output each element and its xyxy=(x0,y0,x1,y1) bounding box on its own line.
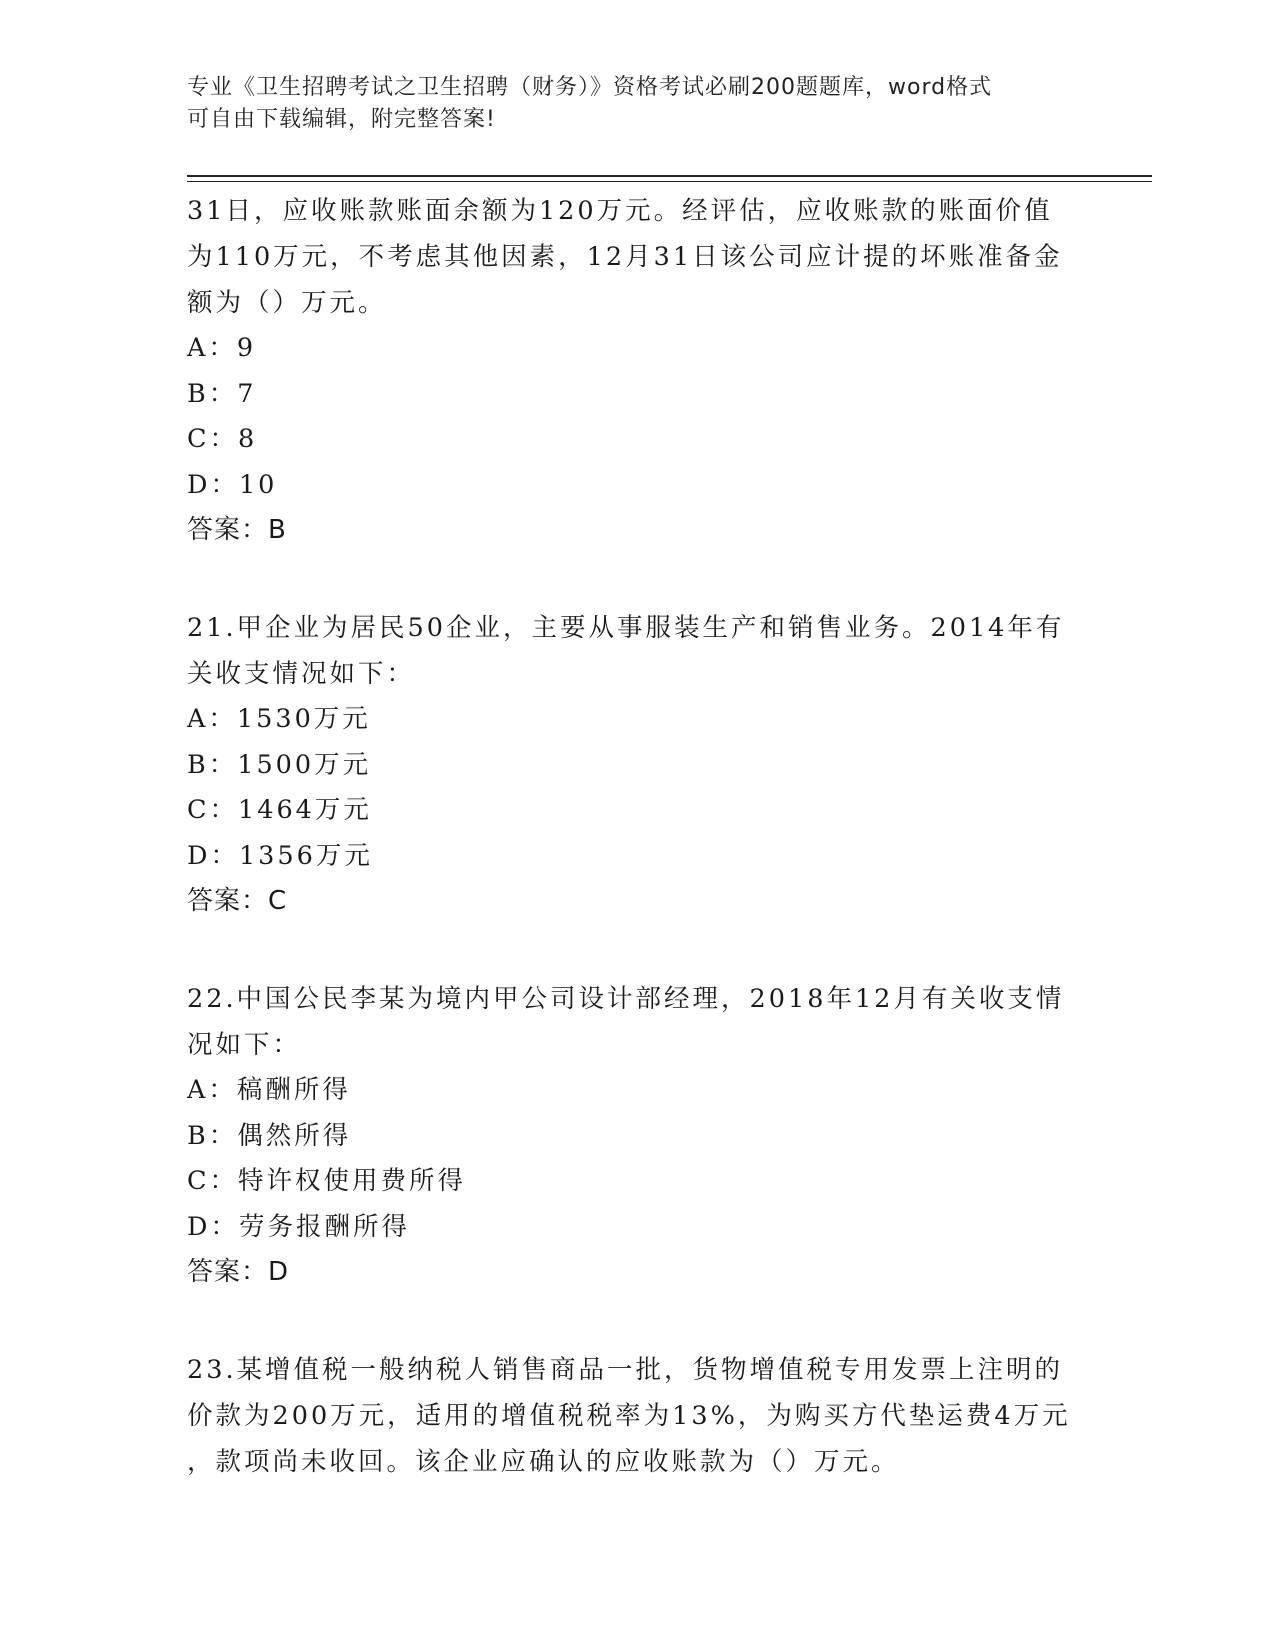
question-text-line: 21.甲企业为居民50企业，主要从事服装生产和销售业务。2014年有 xyxy=(187,613,1065,643)
option-d: D：1356万元 xyxy=(187,840,373,871)
question-text-line: 额为（）万元。 xyxy=(187,288,387,318)
question-block xyxy=(187,605,1087,924)
questions-list xyxy=(187,188,1087,1485)
header-line-1: 专业《卫生招聘考试之卫生招聘（财务）》资格考试必刷200题题库，word格式 xyxy=(187,75,993,100)
option-c: C：8 xyxy=(187,424,258,454)
question-text-line: 况如下： xyxy=(187,1030,302,1060)
option-d: D：10 xyxy=(187,469,278,500)
header-divider xyxy=(187,175,1152,177)
option-a: A：9 xyxy=(187,333,257,363)
question-block xyxy=(187,188,1087,553)
question-text-line: 价款为200万元，适用的增值税税率为13%，为购买方代垫运费4万元 xyxy=(187,1401,1071,1431)
option-b: B：1500万元 xyxy=(187,749,372,780)
question-text-line: 关收支情况如下： xyxy=(187,659,416,689)
option-a: A：1530万元 xyxy=(187,704,371,734)
option-c: C：特许权使用费所得 xyxy=(187,1166,467,1196)
question-text-line: 31日，应收账款账面余额为120万元。经评估，应收账款的账面价值 xyxy=(187,196,1053,226)
answer-line: 答案：D xyxy=(187,1257,290,1287)
question-block xyxy=(187,1347,1087,1485)
option-b: B：7 xyxy=(187,378,257,409)
option-d: D：劳务报酬所得 xyxy=(187,1211,410,1242)
question-text-line: 为110万元，不考虑其他因素，12月31日该公司应计提的坏账准备金 xyxy=(187,242,1063,272)
question-text-line: 23.某增值税一般纳税人销售商品一批，货物增值税专用发票上注明的 xyxy=(187,1355,1064,1385)
page-header xyxy=(187,72,1067,136)
option-c: C：1464万元 xyxy=(187,795,372,825)
question-block xyxy=(187,976,1087,1295)
option-b: B：偶然所得 xyxy=(187,1120,352,1151)
question-text-line: 22.中国公民李某为境内甲公司设计部经理，2018年12月有关收支情 xyxy=(187,984,1065,1014)
header-divider-thin xyxy=(187,181,1152,182)
answer-line: 答案：B xyxy=(187,515,287,545)
answer-line: 答案：C xyxy=(187,886,288,916)
question-text-line: ，款项尚未收回。该企业应确认的应收账款为（）万元。 xyxy=(187,1447,900,1477)
header-line-2: 可自由下载编辑，附完整答案! xyxy=(187,107,496,132)
option-a: A：稿酬所得 xyxy=(187,1075,351,1105)
